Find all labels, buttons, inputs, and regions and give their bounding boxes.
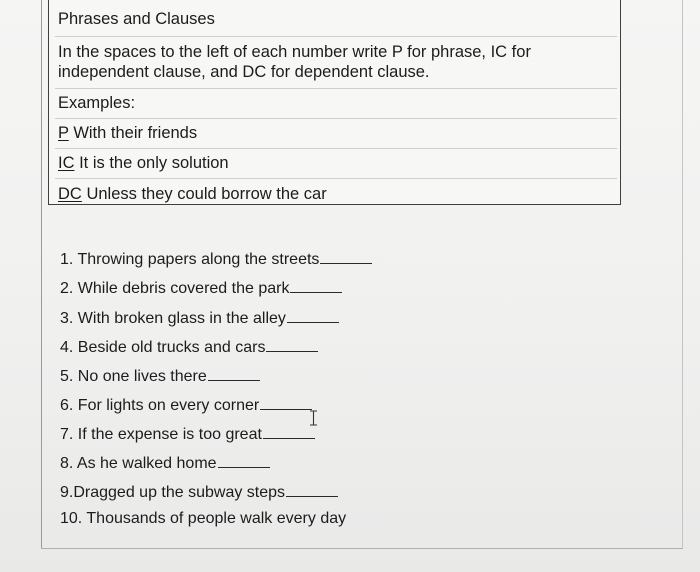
exercise-text: 3. With broken glass in the alley	[60, 310, 286, 327]
example-code: IC	[58, 154, 75, 172]
exercise-item-4	[60, 336, 318, 358]
answer-blank[interactable]	[218, 452, 270, 468]
exercise-text: 7. If the expense is too great	[60, 426, 262, 443]
example-item	[58, 153, 229, 173]
exercise-item-6	[60, 394, 312, 416]
divider	[55, 36, 617, 37]
exercise-text: 1. Throwing papers along the streets	[60, 251, 320, 268]
exercise-text: 8. As he walked home	[60, 455, 217, 472]
exercise-item-2	[60, 277, 342, 299]
exercise-item-7	[60, 423, 315, 445]
example-text: With their friends	[73, 124, 198, 142]
answer-blank[interactable]	[260, 394, 312, 410]
example-code: DC	[58, 185, 82, 203]
worksheet-title: Phrases and Clauses	[58, 10, 215, 28]
divider	[55, 88, 617, 89]
answer-blank[interactable]	[266, 336, 318, 352]
page-left-border	[41, 0, 42, 548]
exercise-text: 9.Dragged up the subway steps	[60, 484, 286, 501]
direction-line-1: In the spaces to the left of each number write P for phrase, IC for	[58, 43, 531, 61]
example-text: Unless they could borrow the car	[86, 185, 327, 203]
exercise-text: 5. No one lives there	[60, 368, 207, 385]
page-right-border	[682, 0, 683, 548]
answer-blank[interactable]	[320, 248, 372, 264]
exercise-item-9	[60, 481, 338, 503]
page-bottom-border	[41, 548, 683, 549]
divider	[55, 118, 617, 119]
exercise-text: 6. For lights on every corner	[60, 397, 260, 414]
answer-blank[interactable]	[208, 365, 260, 381]
exercise-item-3	[60, 307, 339, 329]
exercise-item-8	[60, 452, 270, 474]
example-item	[58, 123, 197, 143]
divider	[55, 148, 617, 149]
exercise-item-5	[60, 365, 260, 387]
exercise-text: 10. Thousands of people walk every day	[60, 510, 347, 527]
example-text: It is the only solution	[79, 154, 229, 172]
example-item	[58, 184, 327, 204]
answer-blank[interactable]	[263, 423, 315, 439]
answer-blank[interactable]	[287, 307, 339, 323]
answer-blank[interactable]	[286, 481, 338, 497]
instructions-box	[48, 0, 621, 205]
text-cursor-icon	[309, 410, 318, 426]
direction-line-2: independent clause, and DC for dependent clause.	[58, 63, 430, 81]
example-code: P	[58, 124, 69, 142]
exercise-text: 4. Beside old trucks and cars	[60, 339, 266, 356]
exercise-item-10	[60, 509, 346, 529]
answer-blank[interactable]	[290, 277, 342, 293]
examples-heading: Examples:	[58, 94, 136, 112]
divider	[55, 178, 617, 179]
exercise-item-1	[60, 248, 372, 270]
exercise-text: 2. While debris covered the park	[60, 280, 290, 297]
